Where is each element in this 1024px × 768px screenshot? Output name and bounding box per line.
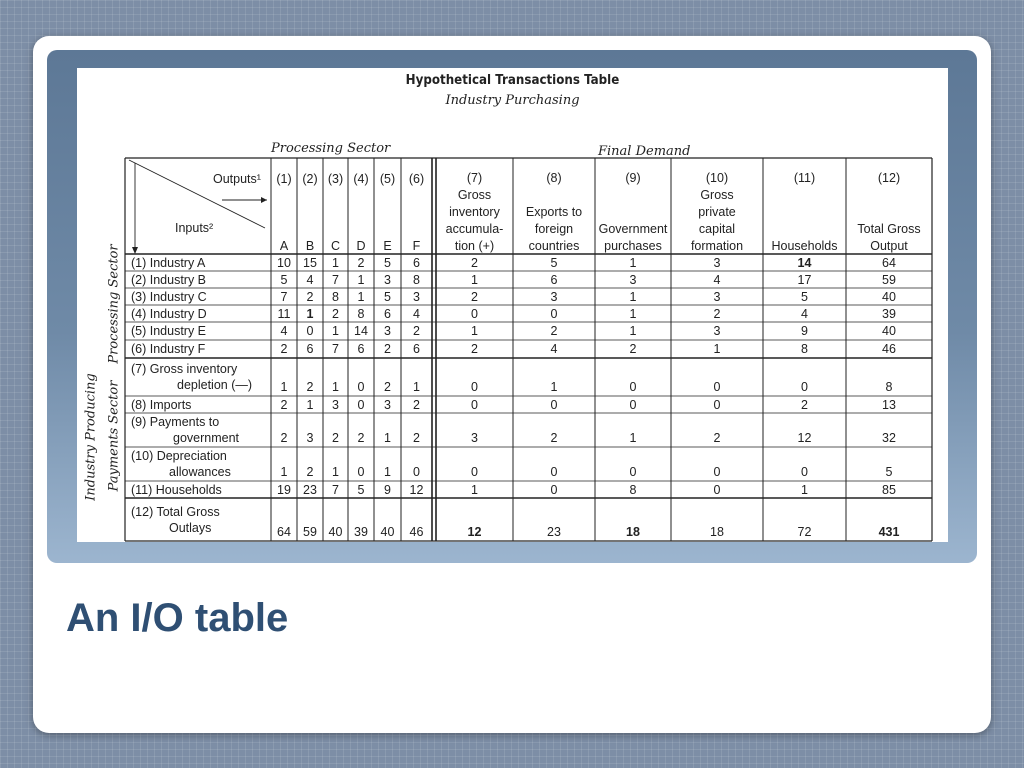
table-cell-value: 0: [357, 465, 365, 479]
table-cell-value: 0: [629, 380, 637, 394]
table-cell-value: 2: [471, 289, 478, 304]
final-demand-header: capital: [698, 222, 736, 236]
final-demand-header: countries: [528, 239, 580, 253]
table-cell-value: 5: [885, 465, 893, 479]
table-cell-value: 0: [713, 397, 721, 412]
table-cell-value: 2: [280, 342, 288, 356]
final-demand-header: Exports to: [525, 205, 583, 219]
table-cell-value: 1: [629, 306, 637, 321]
table-cell-value: 39: [354, 525, 368, 539]
table-cell-value: 9: [801, 324, 808, 338]
row-label: (9) Payments to: [131, 415, 220, 429]
table-cell-value: 85: [882, 482, 896, 497]
table-cell-value: 5: [280, 272, 288, 287]
row-label: (4) Industry D: [131, 306, 207, 321]
table-cell-value: 8: [413, 272, 420, 287]
row-label: Outlays: [169, 520, 212, 535]
final-demand-header: (10): [705, 171, 729, 185]
outputs-label: Outputs¹: [213, 172, 261, 186]
final-demand-header: Government: [598, 222, 668, 236]
table-cell-value: 59: [303, 525, 317, 539]
table-cell-value: 0: [629, 397, 637, 412]
table-cell-value: 1: [357, 289, 365, 304]
table-cell-value: 40: [882, 289, 896, 304]
table-cell-value: 17: [797, 272, 812, 287]
table-cell-value: 14: [354, 324, 368, 338]
corner-diagonal: [129, 160, 265, 228]
table-cell-value: 1: [629, 255, 637, 270]
table-cell-value: 4: [713, 272, 721, 287]
table-cell-value: 0: [413, 465, 420, 479]
column-letter-header: D: [356, 239, 366, 253]
table-cell-value: 1: [306, 306, 314, 321]
table-cell-value: 40: [328, 525, 343, 539]
column-letter-header: E: [383, 239, 392, 253]
table-cell-value: 1: [801, 482, 808, 497]
table-cell-value: 32: [882, 431, 896, 445]
transactions-table-image: [77, 68, 948, 542]
final-demand-header: (9): [625, 171, 641, 185]
final-demand-header: (11): [793, 171, 816, 185]
table-cell-value: 8: [629, 482, 637, 497]
table-cell-value: 5: [384, 255, 391, 270]
table-cell-value: 2: [306, 465, 314, 479]
table-cell-value: 2: [332, 431, 339, 445]
table-subtitle: Industry Purchasing: [445, 93, 580, 108]
table-cell-value: 2: [471, 342, 478, 356]
table-cell-value: 431: [878, 525, 900, 539]
table-cell-value: 23: [303, 482, 317, 497]
table-cell-value: 2: [413, 397, 420, 412]
row-label: (3) Industry C: [131, 289, 207, 304]
final-demand-header: private: [698, 205, 736, 219]
column-number-header: (4): [353, 172, 369, 186]
table-cell-value: 0: [713, 465, 721, 479]
table-cell-value: 10: [277, 255, 291, 270]
table-cell-value: 0: [471, 380, 478, 394]
table-cell-value: 8: [332, 289, 339, 304]
column-number-header: (5): [379, 172, 396, 186]
table-cell-value: 2: [280, 397, 288, 412]
final-demand-header: (7): [466, 171, 483, 185]
table-cell-value: 64: [882, 255, 896, 270]
final-demand-header: (8): [546, 171, 562, 185]
table-cell-value: 2: [306, 289, 314, 304]
table-cell-value: 0: [550, 482, 558, 497]
table-cell-value: 2: [357, 255, 365, 270]
row-label: government: [173, 431, 240, 445]
table-cell-value: 1: [471, 272, 478, 287]
table-cell-value: 2: [629, 342, 637, 356]
final-demand-header: accumula-: [445, 222, 504, 236]
table-cell-value: 12: [409, 482, 424, 497]
final-demand-header: foreign: [534, 222, 574, 236]
table-cell-value: 18: [626, 525, 640, 539]
table-cell-value: 40: [380, 525, 395, 539]
table-cell-value: 0: [471, 306, 478, 321]
table-cell-value: 6: [357, 342, 365, 356]
column-number-header: (6): [408, 172, 425, 186]
table-cell-value: 3: [713, 324, 721, 338]
table-cell-value: 14: [797, 255, 812, 270]
table-cell-value: 2: [801, 397, 808, 412]
table-cell-value: 13: [882, 397, 896, 412]
table-cell-value: 2: [471, 255, 478, 270]
table-cell-value: 46: [882, 342, 896, 356]
table-cell-value: 3: [471, 431, 478, 445]
table-cell-value: 5: [550, 255, 558, 270]
table-cell-value: 2: [357, 431, 365, 445]
table-cell-value: 12: [467, 525, 482, 539]
row-label: (7) Gross inventory: [131, 362, 238, 376]
table-cell-value: 59: [882, 272, 896, 287]
table-cell-value: 12: [797, 431, 812, 445]
table-cell-value: 4: [306, 272, 314, 287]
final-demand-header: tion (+): [454, 239, 495, 253]
row-label: (8) Imports: [131, 397, 192, 412]
table-cell-value: 2: [413, 431, 420, 445]
final-demand-heading: Final Demand: [598, 144, 691, 159]
table-cell-value: 7: [280, 289, 288, 304]
table-cell-value: 19: [277, 482, 291, 497]
table-cell-value: 8: [357, 306, 365, 321]
table-cell-value: 23: [547, 525, 561, 539]
table-cell-value: 3: [713, 289, 721, 304]
table-cell-value: 6: [384, 306, 391, 321]
table-cell-value: 7: [332, 342, 339, 356]
table-cell-value: 2: [280, 431, 288, 445]
table-cell-value: 0: [357, 397, 365, 412]
table-cell-value: 1: [280, 380, 288, 394]
table-cell-value: 5: [801, 289, 808, 304]
table-cell-value: 11: [277, 306, 291, 321]
table-cell-value: 18: [710, 525, 724, 539]
processing-sector-heading: Processing Sector: [271, 141, 391, 156]
table-cell-value: 0: [550, 306, 558, 321]
table-cell-value: 3: [550, 289, 558, 304]
column-number-header: (3): [327, 172, 344, 186]
table-cell-value: 1: [471, 324, 478, 338]
column-letter-header: A: [279, 239, 289, 253]
final-demand-header: (12): [877, 171, 901, 185]
table-cell-value: 1: [384, 465, 391, 479]
table-cell-value: 15: [303, 255, 317, 270]
table-cell-value: 3: [713, 255, 721, 270]
row-label: depletion (—): [177, 378, 253, 392]
table-cell-value: 3: [629, 272, 637, 287]
table-cell-value: 1: [332, 324, 339, 338]
table-cell-value: 39: [882, 306, 896, 321]
table-cell-value: 3: [306, 431, 314, 445]
table-cell-value: 1: [384, 431, 391, 445]
table-cell-value: 2: [550, 324, 558, 338]
table-cell-value: 1: [332, 255, 339, 270]
final-demand-header: inventory: [449, 205, 500, 219]
table-cell-value: 1: [471, 482, 478, 497]
table-cell-value: 3: [332, 397, 339, 412]
table-cell-value: 1: [357, 272, 365, 287]
final-demand-header: purchases: [604, 239, 662, 253]
table-cell-value: 2: [713, 431, 721, 445]
column-letter-header: B: [305, 239, 315, 253]
table-cell-value: 0: [801, 465, 808, 479]
table-cell-value: 6: [413, 255, 420, 270]
table-cell-value: 1: [332, 465, 339, 479]
final-demand-header: Total Gross: [857, 222, 921, 236]
table-cell-value: 2: [384, 342, 391, 356]
table-cell-value: 0: [550, 465, 558, 479]
table-cell-value: 2: [550, 431, 558, 445]
row-label: (11) Households: [131, 482, 222, 497]
final-demand-header: Gross: [457, 188, 492, 202]
table-cell-value: 7: [332, 272, 339, 287]
column-letter-header: C: [330, 239, 341, 253]
table-cell-value: 1: [332, 380, 339, 394]
processing-sector-side-label: Processing Sector: [106, 244, 122, 364]
table-cell-value: 0: [713, 482, 721, 497]
table-cell-value: 4: [413, 306, 420, 321]
table-cell-value: 8: [885, 380, 893, 394]
final-demand-header: Gross: [700, 188, 734, 202]
row-label: (6) Industry F: [131, 342, 206, 356]
table-cell-value: 1: [280, 465, 288, 479]
table-cell-value: 5: [357, 482, 365, 497]
final-demand-header: Households: [771, 239, 838, 253]
table-cell-value: 72: [797, 525, 812, 539]
table-cell-value: 9: [384, 482, 391, 497]
table-cell-value: 0: [357, 380, 365, 394]
industry-producing-label: Industry Producing: [83, 373, 99, 501]
column-letter-header: F: [412, 239, 421, 253]
table-cell-value: 4: [550, 342, 558, 356]
table-cell-value: 0: [713, 380, 721, 394]
column-number-header: (1): [276, 172, 292, 186]
table-cell-value: 1: [713, 342, 721, 356]
table-cell-value: 2: [332, 306, 339, 321]
row-label: (2) Industry B: [131, 272, 207, 287]
table-cell-value: 0: [471, 465, 478, 479]
table-cell-value: 1: [629, 324, 637, 338]
final-demand-header: formation: [690, 239, 744, 253]
table-cell-value: 3: [384, 397, 391, 412]
table-cell-value: 6: [413, 342, 420, 356]
table-cell-value: 4: [801, 306, 808, 321]
row-label: (5) Industry E: [131, 324, 207, 338]
table-cell-value: 3: [413, 289, 420, 304]
final-demand-header: Output: [870, 239, 908, 253]
table-cell-value: 5: [384, 289, 391, 304]
table-cell-value: 2: [413, 324, 420, 338]
table-cell-value: 4: [280, 324, 288, 338]
table-cell-value: 40: [882, 324, 896, 338]
table-cell-value: 0: [550, 397, 558, 412]
table-cell-value: 6: [550, 272, 558, 287]
table-cell-value: 8: [801, 342, 808, 356]
table-cell-value: 0: [471, 397, 478, 412]
table-cell-value: 0: [629, 465, 637, 479]
row-label: allowances: [169, 465, 231, 479]
slide-caption: An I/O table: [66, 596, 289, 640]
inputs-label: Inputs²: [175, 221, 214, 235]
table-cell-value: 2: [713, 306, 721, 321]
row-label: (12) Total Gross: [131, 504, 220, 519]
payments-sector-side-label: Payments Sector: [106, 380, 122, 492]
table-cell-value: 1: [550, 380, 558, 394]
table-title: Hypothetical Transactions Table: [405, 72, 620, 88]
table-cell-value: 64: [277, 525, 291, 539]
table-cell-value: 46: [409, 525, 424, 539]
table-cell-value: 0: [801, 380, 808, 394]
row-label: (10) Depreciation: [131, 449, 227, 463]
table-cell-value: 1: [629, 289, 637, 304]
row-label: (1) Industry A: [131, 255, 206, 270]
table-cell-value: 1: [306, 397, 314, 412]
outputs-arrowhead: [261, 197, 267, 203]
column-number-header: (2): [302, 172, 318, 186]
table-cell-value: 7: [332, 482, 339, 497]
table-cell-value: 6: [306, 342, 314, 356]
table-cell-value: 3: [384, 272, 391, 287]
table-cell-value: 2: [384, 380, 391, 394]
table-cell-value: 1: [413, 380, 420, 394]
table-cell-value: 1: [629, 431, 637, 445]
table-cell-value: 3: [384, 324, 391, 338]
table-cell-value: 2: [306, 380, 314, 394]
table-cell-value: 0: [306, 324, 314, 338]
inputs-arrowhead: [132, 247, 138, 254]
